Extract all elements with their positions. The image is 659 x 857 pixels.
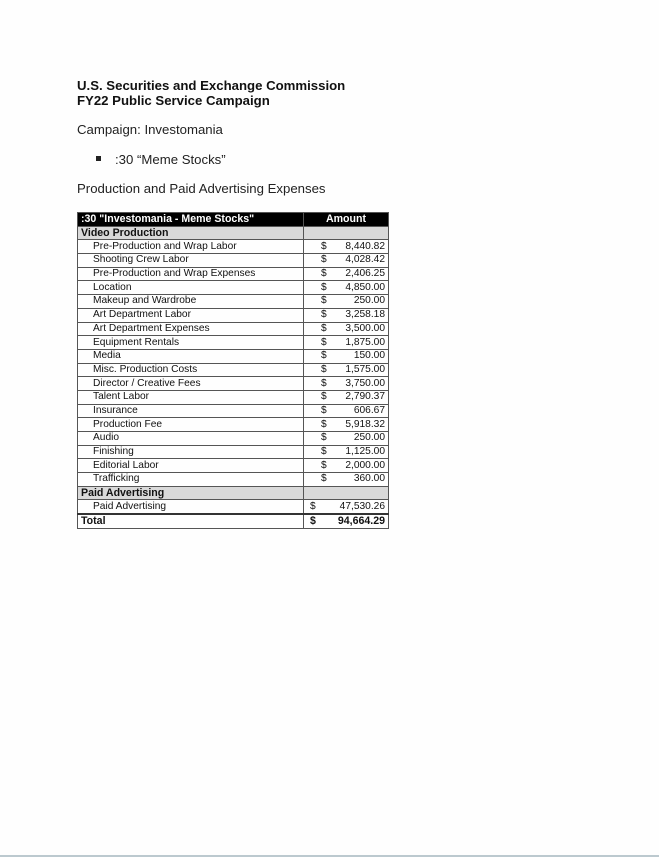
expense-amount-cell (304, 281, 389, 295)
expense-amount: 1,875.00 (345, 336, 385, 348)
table-header-row (78, 213, 389, 227)
table-row (78, 377, 389, 391)
expense-amount-cell (304, 267, 389, 281)
campaign-line: Campaign: Investomania (77, 122, 223, 137)
currency-symbol: $ (321, 391, 327, 403)
expense-label: Shooting Crew Labor (78, 254, 304, 268)
table-row (78, 254, 389, 268)
expense-amount: 1,575.00 (345, 363, 385, 375)
group-amount-blank (304, 486, 389, 500)
expense-label: Insurance (78, 404, 304, 418)
column-header-amount: Amount (304, 213, 389, 227)
table-row (78, 281, 389, 295)
expense-amount-cell (304, 377, 389, 391)
currency-symbol: $ (321, 350, 327, 362)
total-amount-cell (304, 514, 389, 528)
expense-label: Pre-Production and Wrap Labor (78, 240, 304, 254)
expense-amount-cell (304, 445, 389, 459)
currency-symbol: $ (321, 254, 327, 266)
expense-amount-cell (304, 308, 389, 322)
document-org-heading: U.S. Securities and Exchange Commission (77, 78, 346, 93)
expense-amount: 2,000.00 (345, 459, 385, 471)
expense-label: Location (78, 281, 304, 295)
expense-amount: 2,790.37 (345, 391, 385, 403)
expense-amount: 47,530.26 (339, 500, 385, 512)
currency-symbol: $ (321, 418, 327, 430)
group-label: Paid Advertising (78, 486, 304, 500)
document-title: FY22 Public Service Campaign (77, 93, 270, 108)
expense-amount: 1,125.00 (345, 446, 385, 458)
group-row (78, 486, 389, 500)
table-row (78, 267, 389, 281)
currency-symbol: $ (321, 268, 327, 280)
expense-label: Production Fee (78, 418, 304, 432)
expense-label: Paid Advertising (78, 500, 304, 514)
expense-label: Art Department Expenses (78, 322, 304, 336)
table-row (78, 404, 389, 418)
currency-symbol: $ (321, 432, 327, 444)
spot-list-item (96, 152, 226, 168)
currency-symbol: $ (310, 500, 316, 512)
table-row (78, 363, 389, 377)
expense-amount-cell (304, 295, 389, 309)
expenses-table (77, 212, 389, 529)
currency-symbol: $ (321, 281, 327, 293)
expense-label: Audio (78, 432, 304, 446)
expense-amount-cell (304, 322, 389, 336)
total-amount: 94,664.29 (337, 515, 385, 528)
table-row (78, 336, 389, 350)
bullet-square-icon (96, 156, 101, 161)
expense-amount: 360.00 (353, 473, 385, 485)
currency-symbol: $ (321, 295, 327, 307)
group-amount-blank (304, 226, 389, 240)
currency-symbol: $ (310, 515, 316, 528)
expense-amount-cell (304, 349, 389, 363)
currency-symbol: $ (321, 473, 327, 485)
group-row (78, 226, 389, 240)
expense-amount-cell (304, 363, 389, 377)
group-label: Video Production (78, 226, 304, 240)
expense-label: Finishing (78, 445, 304, 459)
expense-amount: 606.67 (353, 404, 385, 416)
currency-symbol: $ (321, 363, 327, 375)
expense-label: Equipment Rentals (78, 336, 304, 350)
table-row (78, 432, 389, 446)
total-row (78, 514, 389, 528)
expense-label: Trafficking (78, 473, 304, 487)
expense-label: Makeup and Wardrobe (78, 295, 304, 309)
expense-label: Pre-Production and Wrap Expenses (78, 267, 304, 281)
expense-label: Talent Labor (78, 390, 304, 404)
expense-amount-cell (304, 500, 389, 514)
table-row (78, 308, 389, 322)
table-row (78, 295, 389, 309)
table-row (78, 390, 389, 404)
expense-amount-cell (304, 404, 389, 418)
expense-amount-cell (304, 418, 389, 432)
expense-amount: 250.00 (353, 432, 385, 444)
currency-symbol: $ (321, 309, 327, 321)
expense-amount-cell (304, 432, 389, 446)
spot-label: :30 “Meme Stocks” (115, 152, 226, 167)
currency-symbol: $ (321, 336, 327, 348)
currency-symbol: $ (321, 377, 327, 389)
expense-amount: 4,850.00 (345, 281, 385, 293)
expense-label: Art Department Labor (78, 308, 304, 322)
expense-amount: 150.00 (353, 350, 385, 362)
expense-amount: 4,028.42 (345, 254, 385, 266)
expense-label: Editorial Labor (78, 459, 304, 473)
expense-label: Director / Creative Fees (78, 377, 304, 391)
expense-amount: 2,406.25 (345, 268, 385, 280)
expense-amount-cell (304, 459, 389, 473)
table-row (78, 459, 389, 473)
table-row (78, 418, 389, 432)
expense-amount-cell (304, 336, 389, 350)
expense-amount: 5,918.32 (345, 418, 385, 430)
expense-amount: 250.00 (353, 295, 385, 307)
table-row (78, 240, 389, 254)
table-row (78, 349, 389, 363)
table-row (78, 445, 389, 459)
total-label: Total (78, 514, 304, 528)
currency-symbol: $ (321, 240, 327, 252)
table-row (78, 500, 389, 514)
expense-amount: 3,500.00 (345, 322, 385, 334)
currency-symbol: $ (321, 459, 327, 471)
currency-symbol: $ (321, 322, 327, 334)
expense-amount-cell (304, 390, 389, 404)
table-row (78, 473, 389, 487)
expense-amount: 8,440.82 (345, 240, 385, 252)
expense-amount-cell (304, 240, 389, 254)
expense-amount-cell (304, 473, 389, 487)
expense-amount-cell (304, 254, 389, 268)
expense-amount: 3,750.00 (345, 377, 385, 389)
expense-label: Misc. Production Costs (78, 363, 304, 377)
column-header-item: :30 "Investomania - Meme Stocks" (78, 213, 304, 227)
expense-amount: 3,258.18 (345, 309, 385, 321)
expense-label: Media (78, 349, 304, 363)
currency-symbol: $ (321, 446, 327, 458)
table-row (78, 322, 389, 336)
currency-symbol: $ (321, 404, 327, 416)
section-title: Production and Paid Advertising Expenses (77, 181, 326, 196)
